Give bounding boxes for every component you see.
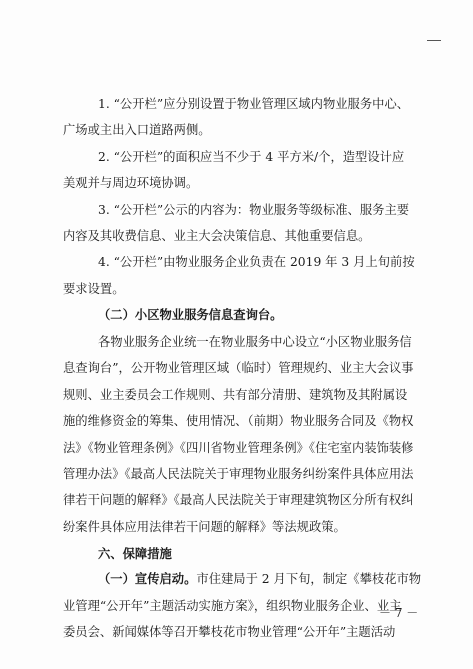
publicity-line-2: 业管理“公开年”主题活动实施方案》，组织物业服务企业、业主 [63,599,402,613]
publicity-line-1-text: 市住建局于 2 月下旬，制定《攀枝花市物 [196,572,422,586]
item-3-line-2: 内容及其收费信息、业主大会决策信息、其他重要信息。 [63,229,371,243]
item-3-line-1: 3. “公开栏”公示的内容为：物业服务等级标准、服务主要 [98,203,410,217]
page-number: － 7 － [379,606,419,620]
paragraph-line-7: 律若干问题的解释》《最高人民法院关于审理建筑物区分所有权纠 [63,493,414,507]
paragraph-line-8: 纷案件具体应用法律若干问题的解释》等法规政策。 [63,520,346,534]
paragraph-line-3: 规则、业主委员会工作规则、共有部分清册、建筑物及其附属设 [63,388,408,402]
item-1-line-2: 广场或主出入口道路两侧。 [63,123,211,137]
paragraph-line-2: 息查询台”，公开物业管理区域（临时）管理规约、业主大会议事 [63,361,414,375]
subheading-info-desk: （二）小区物业服务信息查询台。 [98,308,283,322]
paragraph-line-5: 法》《物业管理条例》《四川省物业管理条例》《住宅室内装饰装修 [63,441,414,455]
paragraph-line-4: 施的维修资金的筹集、使用情况、（前期）物业服务合同及《物权 [63,414,414,428]
item-4-line-2: 要求设置。 [63,282,125,296]
publicity-line-3: 委员会、新闻媒体等召开攀枝花市物业管理“公开年”主题活动 [63,625,396,639]
publicity-line-1 [98,573,421,585]
item-1-line-1: 1. “公开栏”应分别设置于物业管理区域内物业服务中心、 [98,97,410,111]
item-2-line-2: 美观并与周边环境协调。 [63,176,199,190]
paragraph-line-6: 管理办法》《最高人民法院关于审理物业服务纠纷案件具体应用法 [63,467,414,481]
paragraph-line-1: 各物业服务企业统一在物业服务中心设立“小区物业服务信 [98,335,412,349]
item-4-line-1: 4. “公开栏”由物业服务企业负责在 2019 年 3 月上旬前按 [98,255,415,269]
item-2-line-1: 2. “公开栏”的面积应当不少于 4 平方米/个，造型设计应 [98,150,405,164]
section-heading-safeguards: 六、保障措施 [98,547,172,561]
header-rule [427,40,441,41]
publicity-label: （一）宣传启动。 [98,572,197,586]
